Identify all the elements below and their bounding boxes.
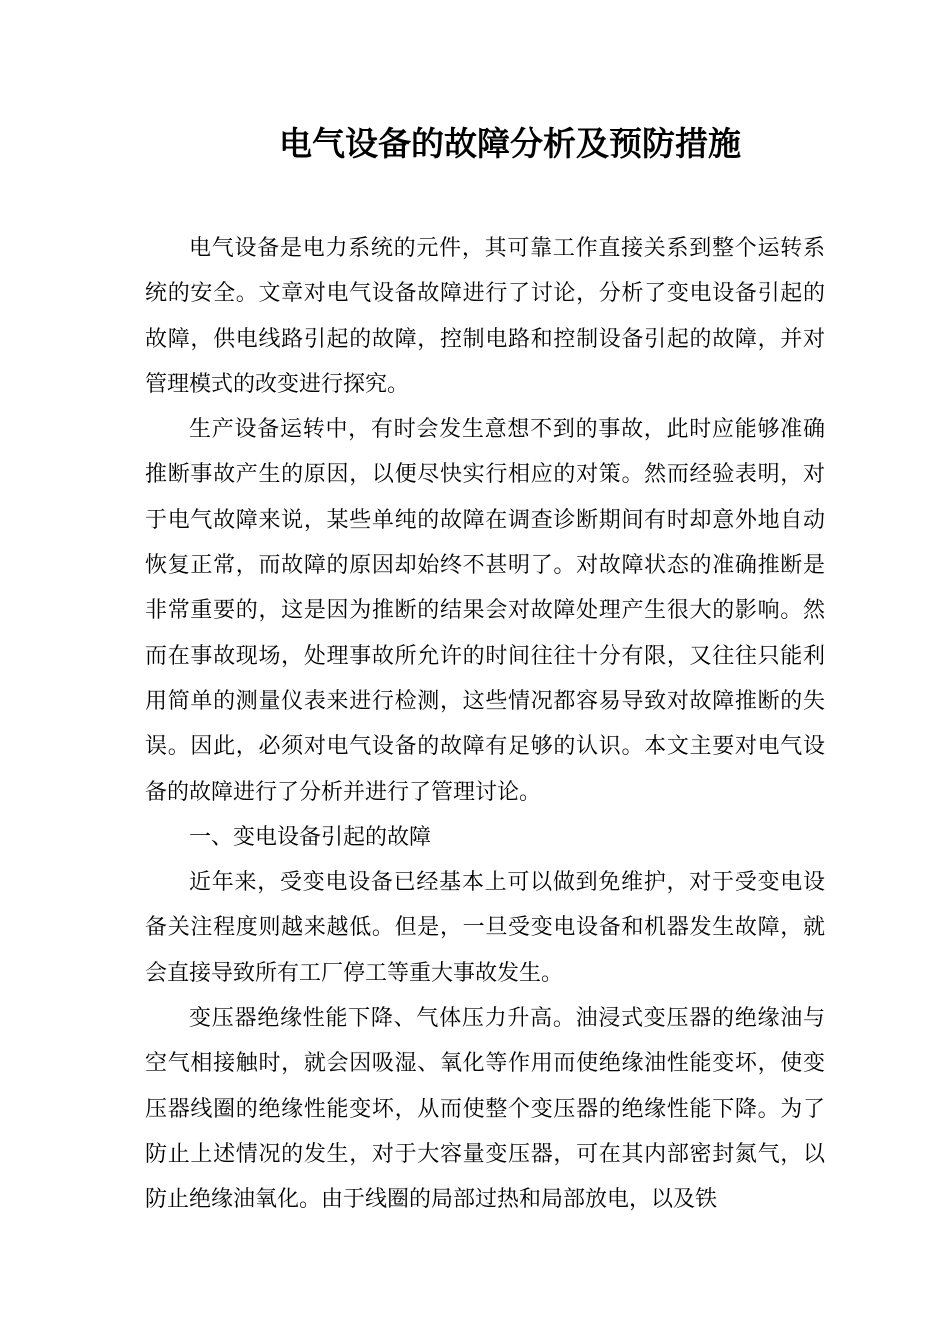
document-title: 电气设备的故障分析及预防措施 xyxy=(279,124,741,163)
section-heading-1: 一、变电设备引起的故障 xyxy=(189,824,432,850)
paragraph-introduction: 生产设备运转中，有时会发生意想不到的事故，此时应能够准确推断事故产生的原因，以便尽快实行相应的对策。然而经验表明，对于电气故障来说，某些单纯的故障在调查诊断期间有时却意外地自动恢复正常，而故障的原因却始终不甚明了。对故障状态的准确推断是非常重要的，这是因为推断的结果会对故障处理产生很大的影响。然而在事故现场，处理事故所允许的时间往往十分有限，又往往只能利用简单的测量仪表来进行检测，这些情况都容易导致对故障推断的失误。因此，必须对电气设备的故障有足够的认识。本文主要对电气设备的故障进行了分析并进行了管理讨论。 xyxy=(145,417,825,805)
paragraph-abstract: 电气设备是电力系统的元件，其可靠工作直接关系到整个运转系统的安全。文章对电气设备故障进行了讨论，分析了变电设备引起的故障，供电线路引起的故障，控制电路和控制设备引起的故障，并对管理模式的改变进行探究。 xyxy=(145,236,825,397)
paragraph-transformer: 变压器绝缘性能下降、气体压力升高。油浸式变压器的绝缘油与空气相接触时，就会因吸湿、氧化等作用而使绝缘油性能变坏，使变压器线圈的绝缘性能变坏，从而使整个变压器的绝缘性能下降。为了防止上述情况的发生，对于大容量变压器，可在其内部密封氮气，以防止绝缘油氧化。由于线圈的局部过热和局部放电，以及铁 xyxy=(145,1006,825,1213)
paragraph-section-1-intro: 近年来，受变电设备已经基本上可以做到免维护，对于受变电设备关注程度则越来越低。但是，一旦受变电设备和机器发生故障，就会直接导致所有工厂停工等重大事故发生。 xyxy=(145,870,825,986)
document-body xyxy=(145,226,825,1223)
